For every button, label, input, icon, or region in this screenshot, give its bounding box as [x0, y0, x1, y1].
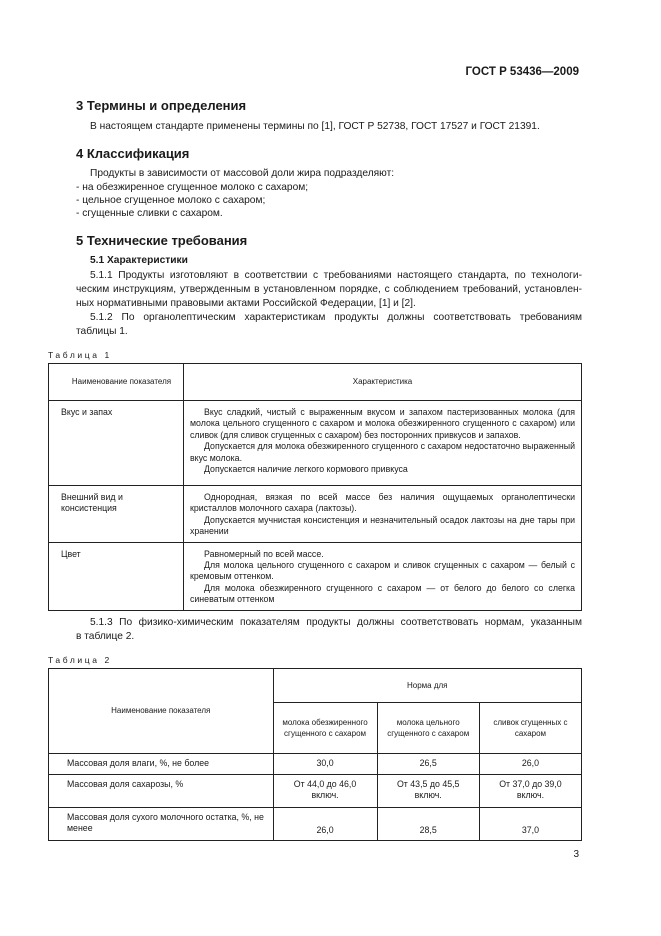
characteristic-text: Для молока обезжиренного сгущенного с сахаром — от белого до белого со слегка синеватым оттенком: [190, 582, 575, 605]
cell-value: От 44,0 до 46,0 включ.: [273, 775, 377, 808]
standard-code: ГОСТ Р 53436—2009: [465, 66, 579, 78]
cell-value: 26,5: [377, 754, 479, 775]
paragraph-5-1-1-line: ческим инструкциям, утвержденным в установленном порядке, с соблюдением требований, установлен-: [76, 284, 582, 295]
table-row: [49, 486, 582, 543]
table-header-row: [49, 669, 582, 703]
paragraph-5-1-2-line: 5.1.2 По органолептическим характеристикам продукты должны соответствовать требованиям: [90, 312, 582, 323]
paragraph-5-1-3-line: в таблице 2.: [76, 631, 135, 642]
characteristic-text: Допускается мучнистая консистенция и незначительный осадок лактозы на дне тары при хранении: [190, 514, 575, 537]
table-row: [49, 401, 582, 486]
cell-value: 26,0: [273, 808, 377, 841]
column-subheader: молока обезжиренного сгущенного с сахаром: [273, 703, 377, 754]
column-header: Наименование показателя: [49, 364, 184, 401]
row-name: Цвет: [49, 542, 184, 610]
section-5-title: 5 Технические требования: [76, 233, 248, 248]
characteristic-text: Вкус сладкий, чистый с выраженным вкусом и запахом пастеризованных молока (для молока цельного сгущенного с сахаром и молока обезжиренного сгущенного с сахаром) или сливок (для сливок сгущенных с сахаром) без посторонних привкусов и запахов.: [190, 407, 575, 440]
row-name: Массовая доля сахарозы, %: [49, 775, 274, 808]
characteristic-text: Равномерный по всей массе.: [204, 548, 324, 559]
column-subheader: сливок сгущенных с сахаром: [479, 703, 581, 754]
row-characteristic: [184, 542, 582, 610]
classification-item: - цельное сгущенное молоко с сахаром;: [76, 195, 266, 206]
paragraph-5-1-1-line: ных нормативными правовыми актами Российской Федерации, [1] и [2].: [76, 298, 416, 309]
characteristic-text: Однородная, вязкая по всей массе без наличия ощущаемых органолептически кристаллов молочного сахара (лактозы).: [190, 492, 575, 514]
table-2: [48, 668, 582, 841]
section-4-intro: Продукты в зависимости от массовой доли жира подразделяют:: [90, 168, 395, 179]
table-2-caption: Таблица 2: [48, 655, 112, 665]
table-row: [49, 754, 582, 775]
paragraph-5-1-1-line: 5.1.1 Продукты изготовляют в соответствии с требованиями настоящего стандарта, по технологи-: [90, 270, 582, 281]
row-characteristic: [184, 486, 582, 543]
cell-value: 37,0: [479, 808, 581, 841]
row-name: Массовая доля влаги, %, не более: [49, 754, 274, 775]
column-group-header: Норма для: [273, 669, 581, 703]
characteristic-text: Допускается наличие легкого кормового привкуса: [204, 464, 408, 475]
column-header: Наименование показателя: [49, 669, 274, 754]
row-name: Внешний вид и консистенция: [49, 486, 184, 543]
section-3-title: 3 Термины и определения: [76, 98, 247, 113]
classification-item: - на обезжиренное сгущенное молоко с сахаром;: [76, 182, 309, 193]
row-name: Вкус и запах: [49, 401, 184, 486]
classification-item: - сгущенные сливки с сахаром.: [76, 208, 223, 219]
table-1: [48, 363, 582, 611]
cell-value: 30,0: [273, 754, 377, 775]
subsection-5-1-title: 5.1 Характеристики: [90, 255, 188, 266]
column-subheader: молока цельного сгущенного с сахаром: [377, 703, 479, 754]
table-row: [49, 808, 582, 841]
section-3-text: В настоящем стандарте применены термины по [1], ГОСТ Р 52738, ГОСТ 17527 и ГОСТ 21391.: [90, 121, 540, 132]
characteristic-text: Допускается для молока обезжиренного сгущенного с сахаром недостаточно выраженный вкус молока.: [190, 441, 575, 463]
cell-value: От 37,0 до 39,0 включ.: [479, 775, 581, 808]
characteristic-text: Для молока цельного сгущенного с сахаром и сливок сгущенных с сахаром — белый с кремовым оттенком.: [190, 560, 575, 582]
page-number: 3: [573, 849, 579, 860]
cell-value: 28,5: [377, 808, 479, 841]
paragraph-5-1-3-line: 5.1.3 По физико-химическим показателям продукты должны соответствовать нормам, указанным: [90, 617, 582, 628]
section-4-title: 4 Классификация: [76, 146, 190, 161]
column-header: Характеристика: [184, 364, 582, 401]
cell-value: От 43,5 до 45,5 включ.: [377, 775, 479, 808]
cell-value: 26,0: [479, 754, 581, 775]
table-row: [49, 775, 582, 808]
table-header-row: [49, 364, 582, 401]
paragraph-5-1-2-line: таблицы 1.: [76, 326, 128, 337]
table-1-caption: Таблица 1: [48, 350, 112, 360]
row-name: Массовая доля сухого молочного остатка, %, не менее: [49, 808, 274, 841]
table-row: [49, 542, 582, 610]
row-characteristic: [184, 401, 582, 486]
